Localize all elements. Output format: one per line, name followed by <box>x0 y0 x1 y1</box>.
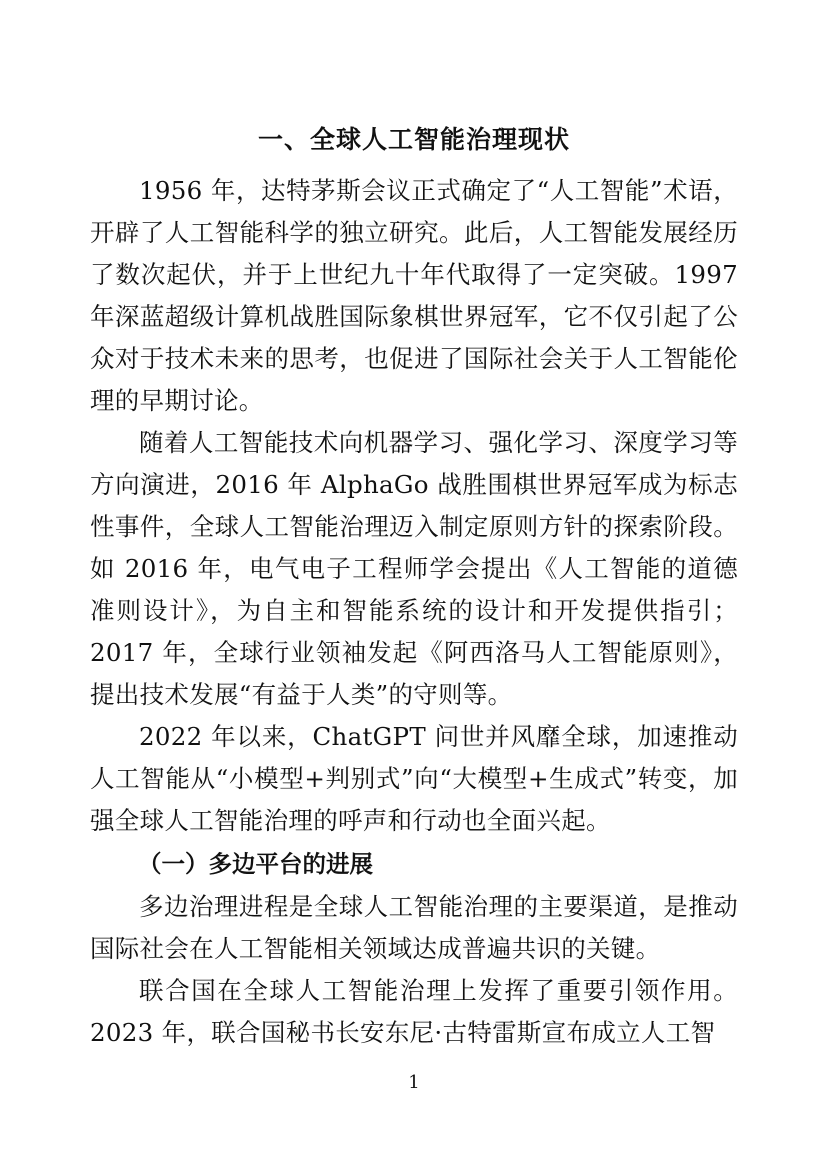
page-number: 1 <box>408 1072 420 1093</box>
section-heading: 一、全球人工智能治理现状 <box>257 125 570 154</box>
paragraph-evolution: 随着人工智能技术向机器学习、强化学习、深度学习等方向演进，2016 年 AlphaGo 战胜围棋世界冠军成为标志性事件，全球人工智能治理迈入制定原则方针的探索阶段。如 2016 年，电气电子工程师学会提出《人工智能的道德准则设计》，为自主和智能系统的设计和开发提供指引；2017 年，全球行业领袖发起《阿西洛马人工智能原则》，提出技术发展“有益于人类”的守则等。 <box>90 428 738 709</box>
body-text <box>90 170 738 1054</box>
paragraph-chatgpt: 2022 年以来，ChatGPT 问世并风靡全球，加速推动人工智能从“小模型+判别式”向“大模型+生成式”转变，加强全球人工智能治理的呼声和行动也全面兴起。 <box>90 722 738 835</box>
paragraph-history: 1956 年，达特茅斯会议正式确定了“人工智能”术语，开辟了人工智能科学的独立研究。此后，人工智能发展经历了数次起伏，并于上世纪九十年代取得了一定突破。1997 年深蓝超级计算机战胜国际象棋世界冠军，它不仅引起了公众对于技术未来的思考，也促进了国际社会关于人工智能伦理的早期讨论。 <box>90 176 738 415</box>
paragraph-multilateral: 多边治理进程是全球人工智能治理的主要渠道，是推动国际社会在人工智能相关领域达成普遍共识的关键。 <box>90 892 738 963</box>
paragraph-un: 联合国在全球人工智能治理上发挥了重要引领作用。2023 年，联合国秘书长安东尼·古特雷斯宣布成立人工智 <box>90 976 738 1047</box>
subsection-heading: （一）多边平台的进展 <box>138 850 373 878</box>
